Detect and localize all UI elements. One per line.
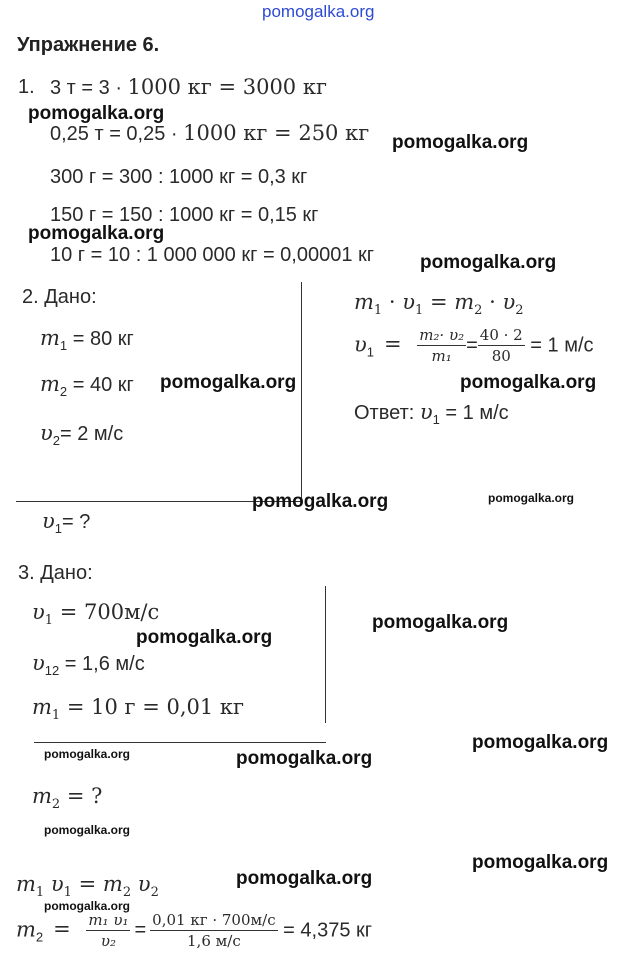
line-1-text: 3 т = 3 · [50, 77, 128, 99]
line-2-text: 0,25 т = 0,25 · [50, 123, 184, 145]
watermark: pomogalka.org [236, 868, 373, 889]
v1-question: = ? [62, 511, 91, 533]
watermark-small: pomogalka.org [488, 491, 575, 505]
given-divider-vertical-p3 [325, 586, 326, 723]
given-v2 [40, 423, 123, 447]
watermark: pomogalka.org [252, 491, 389, 512]
fraction-denominator: υ₂ [100, 932, 116, 950]
index: 1 [432, 412, 440, 427]
problem-1-line-2 [50, 123, 369, 144]
dot: · [382, 290, 403, 314]
given-m1 [40, 328, 134, 352]
v-symbol: υ [50, 872, 64, 896]
answer-value: = 1 м/с [439, 402, 509, 424]
equals: = [423, 290, 455, 314]
fraction-symbolic [417, 328, 466, 364]
given-divider-horizontal-p3 [34, 742, 326, 743]
result: = 1 м/с [524, 334, 594, 357]
m-symbol: m [32, 784, 52, 808]
watermark: pomogalka.org [392, 132, 529, 153]
v-symbol: υ [32, 651, 45, 675]
index: 1 [366, 344, 375, 360]
v-symbol: υ [42, 509, 55, 533]
index: 1 [415, 303, 424, 318]
watermark: pomogalka.org [136, 627, 273, 648]
fraction-numeric [478, 328, 525, 364]
watermark: pomogalka.org [472, 732, 609, 753]
unknown-m2 [32, 786, 102, 811]
index: 1 [35, 885, 45, 900]
watermark: pomogalka.org [28, 223, 165, 244]
m-symbol: m [454, 290, 475, 314]
given-v12 [32, 653, 145, 677]
watermark-small: pomogalka.org [44, 899, 131, 913]
fraction-symbolic [86, 913, 130, 949]
momentum-equation [354, 292, 524, 317]
index: 2 [59, 384, 68, 399]
v-symbol: υ [354, 332, 367, 357]
m-symbol: m [16, 917, 36, 942]
problem-1-line-4: 150 г = 150 : 1000 кг = 0,15 кг [50, 204, 319, 226]
index: 2 [515, 303, 524, 318]
given-divider-vertical [301, 282, 302, 502]
fraction-numeric [150, 913, 277, 949]
problem-1-line-3: 300 г = 300 : 1000 кг = 0,3 кг [50, 166, 308, 188]
answer [354, 402, 509, 426]
index: 2 [122, 885, 132, 900]
m-symbol: m [40, 372, 60, 396]
m-symbol: m [102, 872, 123, 896]
equals: = [466, 334, 478, 357]
v12-value: = 1,6 м/с [59, 653, 145, 675]
equals: = [384, 332, 402, 357]
fraction-denominator: 1,6 м/с [187, 932, 241, 950]
watermark-small: pomogalka.org [44, 823, 131, 837]
v1-value: = 700м/с [53, 600, 160, 624]
given-m1-p3 [32, 697, 244, 722]
m2-value: = 40 кг [67, 374, 134, 396]
m-symbol: m [40, 326, 60, 350]
unknown-v1 [42, 511, 90, 535]
v1-solution [354, 328, 594, 364]
dot: · [482, 290, 503, 314]
watermark-top: pomogalka.org [262, 2, 375, 21]
watermark: pomogalka.org [420, 252, 557, 273]
problem-1-number: 1. [18, 76, 35, 98]
watermark: pomogalka.org [160, 372, 297, 393]
watermark: pomogalka.org [472, 852, 609, 873]
watermark-small: pomogalka.org [44, 747, 131, 761]
index: 1 [51, 708, 61, 723]
momentum-equation-p3 [16, 874, 159, 899]
fraction-denominator: m₁ [431, 347, 452, 365]
result: = 4,375 кг [277, 919, 373, 942]
index: 2 [51, 797, 61, 812]
v-symbol: υ [40, 421, 53, 445]
index: 2 [52, 433, 61, 448]
watermark: pomogalka.org [236, 748, 373, 769]
problem-3-given-label: 3. Дано: [18, 562, 93, 584]
m-symbol: m [32, 695, 52, 719]
line-2-math: 1000 кг = 250 кг [183, 121, 370, 145]
watermark: pomogalka.org [28, 103, 165, 124]
index: 12 [44, 663, 60, 678]
line-1-math: 1000 кг = 3000 кг [127, 75, 327, 99]
index: 2 [474, 303, 483, 318]
m1-value: = 80 кг [67, 328, 134, 350]
page-title: Упражнение 6. [17, 34, 160, 56]
index: 2 [150, 885, 159, 900]
index: 1 [59, 338, 68, 353]
fraction-numerator: m₁ υ₁ [88, 911, 129, 929]
index: 1 [373, 303, 383, 318]
problem-2-given-label: 2. Дано: [22, 286, 97, 308]
m-symbol: m [16, 872, 36, 896]
v-symbol: υ [502, 290, 516, 314]
answer-label: Ответ: [354, 402, 420, 424]
v2-value: = 2 м/с [60, 423, 124, 445]
m1-value: = 10 г = 0,01 кг [60, 695, 245, 719]
v-symbol: υ [419, 400, 433, 424]
m2-solution [16, 913, 372, 949]
m-symbol: m [354, 290, 374, 314]
m2-question: = ? [60, 784, 103, 808]
v-symbol: υ [32, 600, 45, 624]
v-symbol: υ [402, 290, 416, 314]
index: 1 [63, 885, 72, 900]
index: 1 [54, 521, 63, 536]
v-symbol: υ [137, 872, 151, 896]
equals: = [53, 917, 71, 942]
fraction-numerator: 0,01 кг · 700м/с [152, 911, 276, 929]
equals: = [134, 919, 147, 942]
watermark: pomogalka.org [372, 612, 509, 633]
index: 2 [35, 929, 44, 945]
fraction-numerator: 40 · 2 [479, 326, 523, 344]
fraction-denominator: 80 [491, 347, 511, 365]
problem-1-line-5: 10 г = 10 : 1 000 000 кг = 0,00001 кг [50, 244, 375, 266]
equals: = [71, 872, 103, 896]
watermark: pomogalka.org [460, 372, 597, 393]
fraction-numerator: m₂· υ₂ [419, 326, 465, 344]
problem-1-line-1 [50, 77, 327, 98]
index: 1 [44, 613, 54, 628]
given-m2 [40, 374, 134, 398]
given-v1 [32, 602, 159, 627]
